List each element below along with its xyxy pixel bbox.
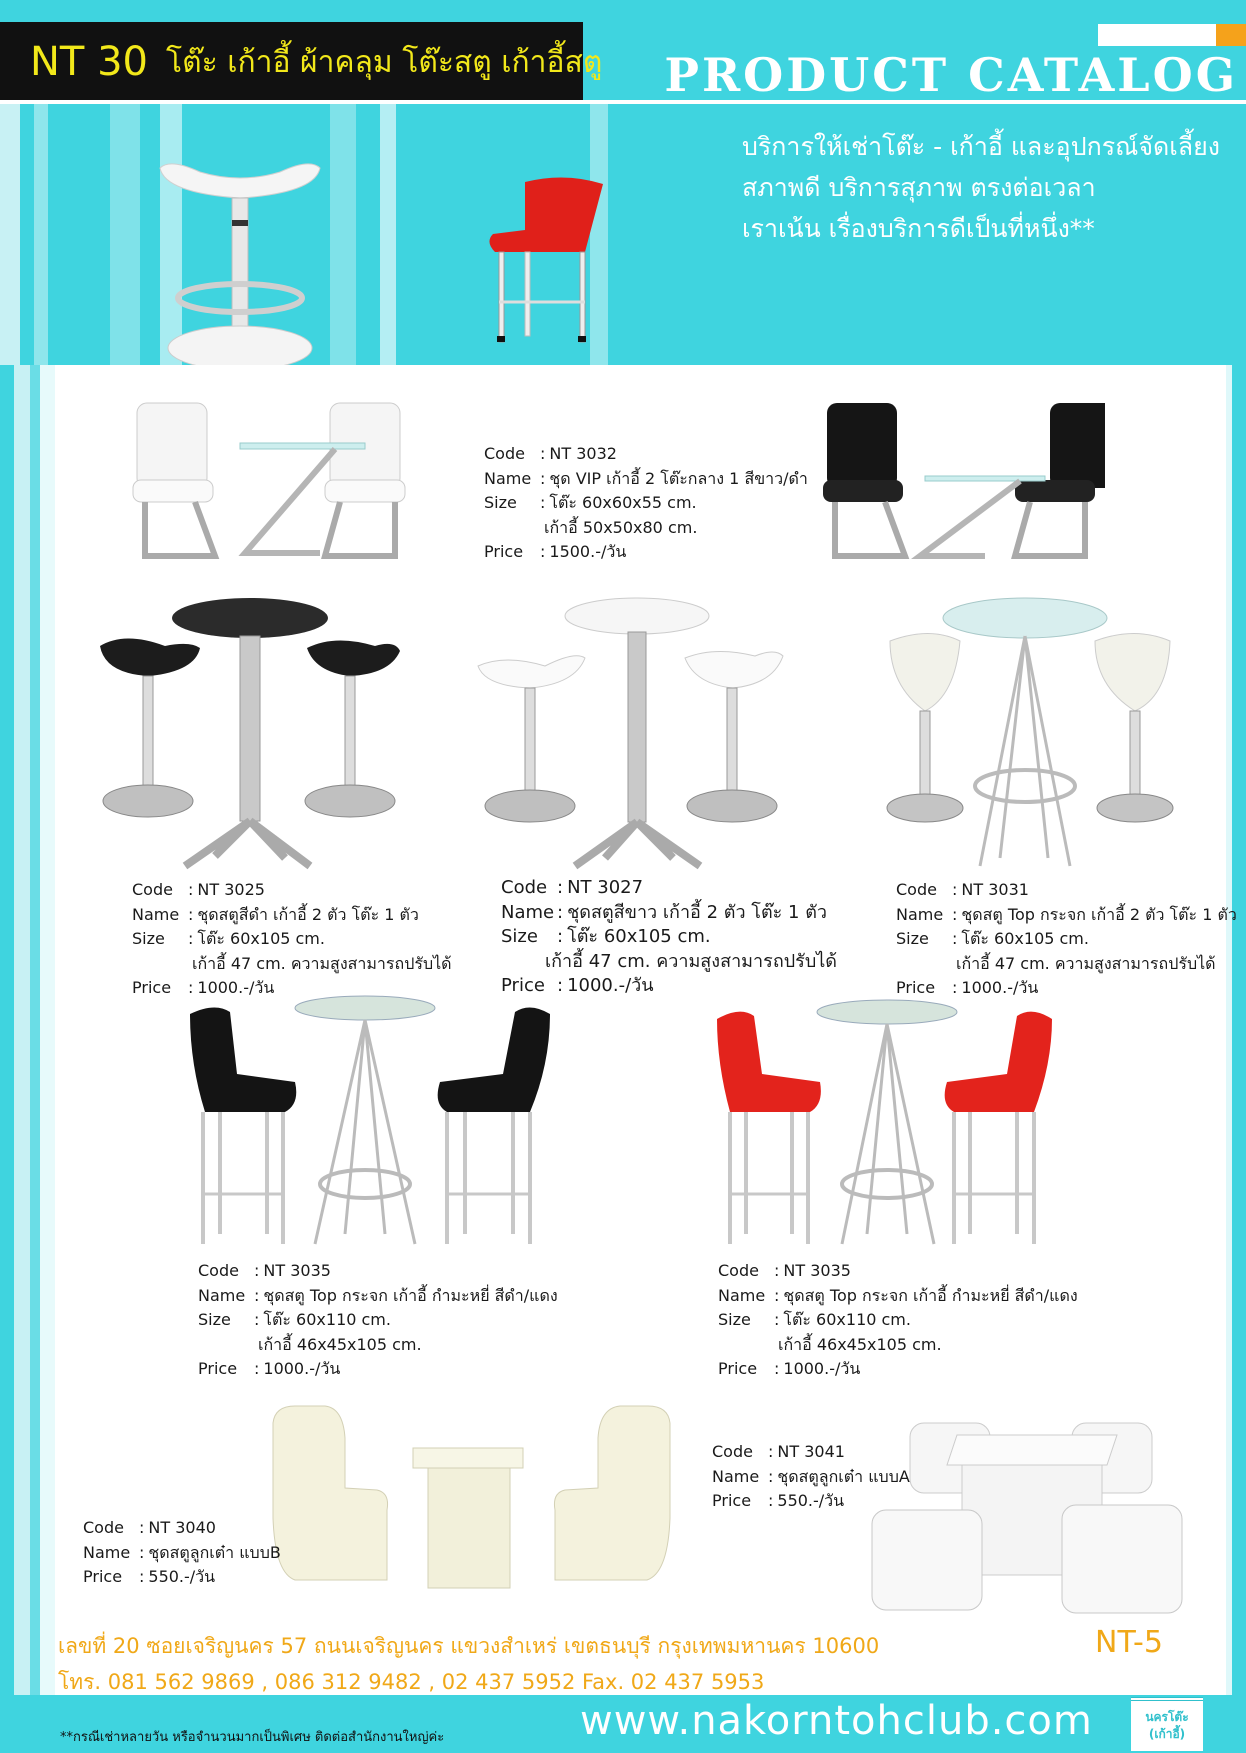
product-name: ชุดสตู Top กระจก เก้าอี้ กำมะหยี่ สีดำ/แดง bbox=[263, 1285, 558, 1305]
product-size-chair: เก้าอี้ 47 cm. ความสูงสามารถปรับได้ bbox=[956, 953, 1216, 973]
product-price: 1000.-/วัน bbox=[783, 1359, 861, 1378]
slogan-line: บริการให้เช่าโต๊ะ - เก้าอี้ และอุปกรณ์จัดเลี้ยง bbox=[742, 132, 1220, 161]
glass-top-stool-set-image bbox=[880, 596, 1205, 871]
name-label: Name bbox=[132, 904, 180, 924]
decor-stripe bbox=[34, 100, 48, 365]
white-stool-set-image bbox=[475, 596, 805, 871]
product-name: ชุดสตูสีดำ เก้าอี้ 2 ตัว โต๊ะ 1 ตัว bbox=[197, 904, 419, 924]
product-price: 1000.-/วัน bbox=[961, 978, 1039, 997]
size-label: Size bbox=[198, 1310, 231, 1329]
code-label: Code bbox=[198, 1261, 239, 1280]
left-decor-stripes bbox=[0, 365, 55, 1695]
code-label: Code bbox=[501, 877, 548, 898]
cube-stool-set-a-image bbox=[862, 1405, 1212, 1625]
slogan-line: สภาพดี บริการสุภาพ ตรงต่อเวลา bbox=[742, 173, 1096, 202]
name-label: Name bbox=[718, 1285, 766, 1305]
vip-set-black-image bbox=[815, 398, 1105, 563]
product-code: NT 3035 bbox=[783, 1261, 851, 1280]
price-label: Price bbox=[484, 542, 524, 561]
size-label: Size bbox=[718, 1310, 751, 1329]
product-catalog-heading: PRODUCT CATALOG bbox=[664, 48, 1238, 102]
product-info-nt3032: Code : NT 3032 Name : ชุด VIP เก้าอี้ 2 โต๊ะกลาง 1 สีขาว/ดำ Size : โต๊ะ 60x60x55 cm. เก้าอี้ 50x50x80 cm. Price : 1500.-/วัน bbox=[484, 442, 808, 565]
product-code: NT 3025 bbox=[197, 880, 265, 899]
product-name: ชุด VIP เก้าอี้ 2 โต๊ะกลาง 1 สีขาว/ดำ bbox=[549, 468, 808, 488]
name-label: Name bbox=[896, 904, 944, 924]
product-size-table: โต๊ะ 60x105 cm. bbox=[567, 926, 711, 947]
size-label: Size bbox=[132, 929, 165, 948]
size-label: Size bbox=[896, 929, 929, 948]
product-price: 1500.-/วัน bbox=[549, 542, 627, 561]
product-name: ชุดสตูลูกเต๋า แบบA bbox=[777, 1466, 910, 1486]
code-label: Code bbox=[718, 1261, 759, 1280]
product-size-chair: เก้าอี้ 46x45x105 cm. bbox=[778, 1334, 942, 1354]
product-info-nt3025: Code : NT 3025 Name : ชุดสตูสีดำ เก้าอี้ 2 ตัว โต๊ะ 1 ตัว Size : โต๊ะ 60x105 cm. เก้าอี้ 47 cm. ความสูงสามารถปรับได้ Price : 1000.-/วัน bbox=[132, 878, 452, 1001]
product-size-table: โต๊ะ 60x110 cm. bbox=[783, 1310, 911, 1329]
product-price: 1000.-/วัน bbox=[567, 975, 654, 996]
service-slogan bbox=[742, 126, 1242, 249]
slogan-line: เราเน้น เรื่องบริการดีเป็นที่หนึ่ง** bbox=[742, 214, 1095, 243]
name-label: Name bbox=[198, 1285, 246, 1305]
velvet-stool-set-red-image bbox=[712, 994, 1067, 1254]
logo-text: นครโต๊ะ bbox=[1145, 1710, 1189, 1724]
product-name: ชุดสตูสีขาว เก้าอี้ 2 ตัว โต๊ะ 1 ตัว bbox=[567, 901, 827, 923]
product-name: ชุดสตู Top กระจก เก้าอี้ กำมะหยี่ สีดำ/แดง bbox=[783, 1285, 1078, 1305]
product-size-chair: เก้าอี้ 46x45x105 cm. bbox=[258, 1334, 422, 1354]
catalog-title-box bbox=[0, 22, 603, 102]
bulk-rental-note: **กรณีเช่าหลายวัน หรือจำนวนมากเป็นพิเศษ ติดต่อสำนักงานใหญ่ค่ะ bbox=[60, 1730, 445, 1745]
product-code: NT 3041 bbox=[777, 1442, 845, 1461]
code-label: Code bbox=[484, 444, 525, 463]
product-info-nt3041: Code : NT 3041 Name : ชุดสตูลูกเต๋า แบบA Price : 550.-/วัน bbox=[712, 1440, 910, 1514]
product-size-table: โต๊ะ 60x110 cm. bbox=[263, 1310, 391, 1329]
product-code: NT 3031 bbox=[961, 880, 1029, 899]
product-price: 550.-/วัน bbox=[777, 1491, 845, 1510]
price-label: Price bbox=[896, 978, 936, 997]
price-label: Price bbox=[83, 1567, 123, 1586]
size-label: Size bbox=[484, 493, 517, 512]
product-info-nt3040: Code : NT 3040 Name : ชุดสตูลูกเต๋า แบบB Price : 550.-/วัน bbox=[83, 1516, 281, 1590]
accent-bar-white bbox=[1098, 24, 1216, 46]
product-size-table: โต๊ะ 60x60x55 cm. bbox=[549, 493, 697, 512]
product-name: ชุดสตูลูกเต๋า แบบB bbox=[148, 1542, 281, 1562]
black-stool-set-image bbox=[95, 596, 420, 871]
logo-subtext: (เก้าอี้) bbox=[1148, 1727, 1186, 1741]
name-label: Name bbox=[712, 1466, 760, 1486]
right-decor-stripes bbox=[1226, 365, 1246, 1695]
red-bar-chair-image bbox=[485, 172, 615, 347]
product-name: ชุดสตู Top กระจก เก้าอี้ 2 ตัว โต๊ะ 1 ตัว bbox=[961, 904, 1237, 924]
product-info-nt3035-black: Code : NT 3035 Name : ชุดสตู Top กระจก เก้าอี้ กำมะหยี่ สีดำ/แดง Size : โต๊ะ 60x110 cm. เก้าอี้ 46x45x105 cm. Price : 1000.-/วัน bbox=[198, 1259, 558, 1382]
product-info-nt3031: Code : NT 3031 Name : ชุดสตู Top กระจก เก้าอี้ 2 ตัว โต๊ะ 1 ตัว Size : โต๊ะ 60x105 cm. เก้าอี้ 47 cm. ความสูงสามารถปรับได้ Price : 1000.-/วัน bbox=[896, 878, 1237, 1001]
code-label: Code bbox=[132, 880, 173, 899]
company-address: เลขที่ 20 ซอยเจริญนคร 57 ถนนเจริญนคร แขวงสำเหร่ เขตธนบุรี กรุงเทพมหานคร 10600 bbox=[58, 1634, 880, 1658]
product-info-nt3035-red: Code : NT 3035 Name : ชุดสตู Top กระจก เก้าอี้ กำมะหยี่ สีดำ/แดง Size : โต๊ะ 60x110 cm. เก้าอี้ 46x45x105 cm. Price : 1000.-/วัน bbox=[718, 1259, 1078, 1382]
product-price: 550.-/วัน bbox=[148, 1567, 216, 1586]
accent-bar-orange bbox=[1216, 24, 1246, 46]
price-label: Price bbox=[132, 978, 172, 997]
decor-stripe bbox=[110, 100, 140, 365]
velvet-stool-set-black-image bbox=[185, 994, 555, 1254]
size-label: Size bbox=[501, 926, 538, 947]
price-label: Price bbox=[198, 1359, 238, 1378]
product-size-chair: เก้าอี้ 50x50x80 cm. bbox=[544, 517, 698, 537]
white-bar-stool-image bbox=[150, 148, 330, 365]
page-number: NT-5 bbox=[1095, 1625, 1163, 1660]
decor-stripe bbox=[330, 100, 356, 365]
product-code: NT 3027 bbox=[567, 877, 644, 898]
product-price: 1000.-/วัน bbox=[197, 978, 275, 997]
product-info-nt3027: Code : NT 3027 Name : ชุดสตูสีขาว เก้าอี้ 2 ตัว โต๊ะ 1 ตัว Size : โต๊ะ 60x105 cm. เก้าอี้ 47 cm. ความสูงสามารถปรับได้ Price : 1000.-/วัน bbox=[501, 876, 837, 999]
website-link[interactable]: www.nakorntohclub.com bbox=[580, 1698, 1093, 1744]
name-label: Name bbox=[501, 901, 555, 923]
code-label: Code bbox=[712, 1442, 753, 1461]
company-phones: โทร. 081 562 9869 , 086 312 9482 , 02 437 5952 Fax. 02 437 5953 bbox=[58, 1670, 765, 1694]
price-label: Price bbox=[501, 975, 545, 996]
product-size-chair: เก้าอี้ 47 cm. ความสูงสามารถปรับได้ bbox=[545, 950, 837, 972]
price-label: Price bbox=[718, 1359, 758, 1378]
code-label: Code bbox=[896, 880, 937, 899]
decor-stripe bbox=[380, 100, 396, 365]
product-code: NT 3032 bbox=[549, 444, 617, 463]
decor-stripe bbox=[0, 100, 20, 365]
code-label: Code bbox=[83, 1518, 124, 1537]
company-logo bbox=[1131, 1697, 1203, 1751]
name-label: Name bbox=[484, 468, 532, 488]
catalog-subtitle: โต๊ะ เก้าอี้ ผ้าคลุม โต๊ะสตู เก้าอี้สตู bbox=[165, 44, 603, 80]
catalog-code: NT 30 bbox=[30, 39, 148, 85]
name-label: Name bbox=[83, 1542, 131, 1562]
vip-set-white-image bbox=[125, 398, 415, 563]
product-code: NT 3035 bbox=[263, 1261, 331, 1280]
product-price: 1000.-/วัน bbox=[263, 1359, 341, 1378]
product-size-chair: เก้าอี้ 47 cm. ความสูงสามารถปรับได้ bbox=[192, 953, 452, 973]
cube-sofa-set-b-image bbox=[265, 1398, 680, 1598]
product-code: NT 3040 bbox=[148, 1518, 216, 1537]
header-banner bbox=[0, 0, 1246, 365]
price-label: Price bbox=[712, 1491, 752, 1510]
product-size-table: โต๊ะ 60x105 cm. bbox=[197, 929, 325, 948]
product-size-table: โต๊ะ 60x105 cm. bbox=[961, 929, 1089, 948]
